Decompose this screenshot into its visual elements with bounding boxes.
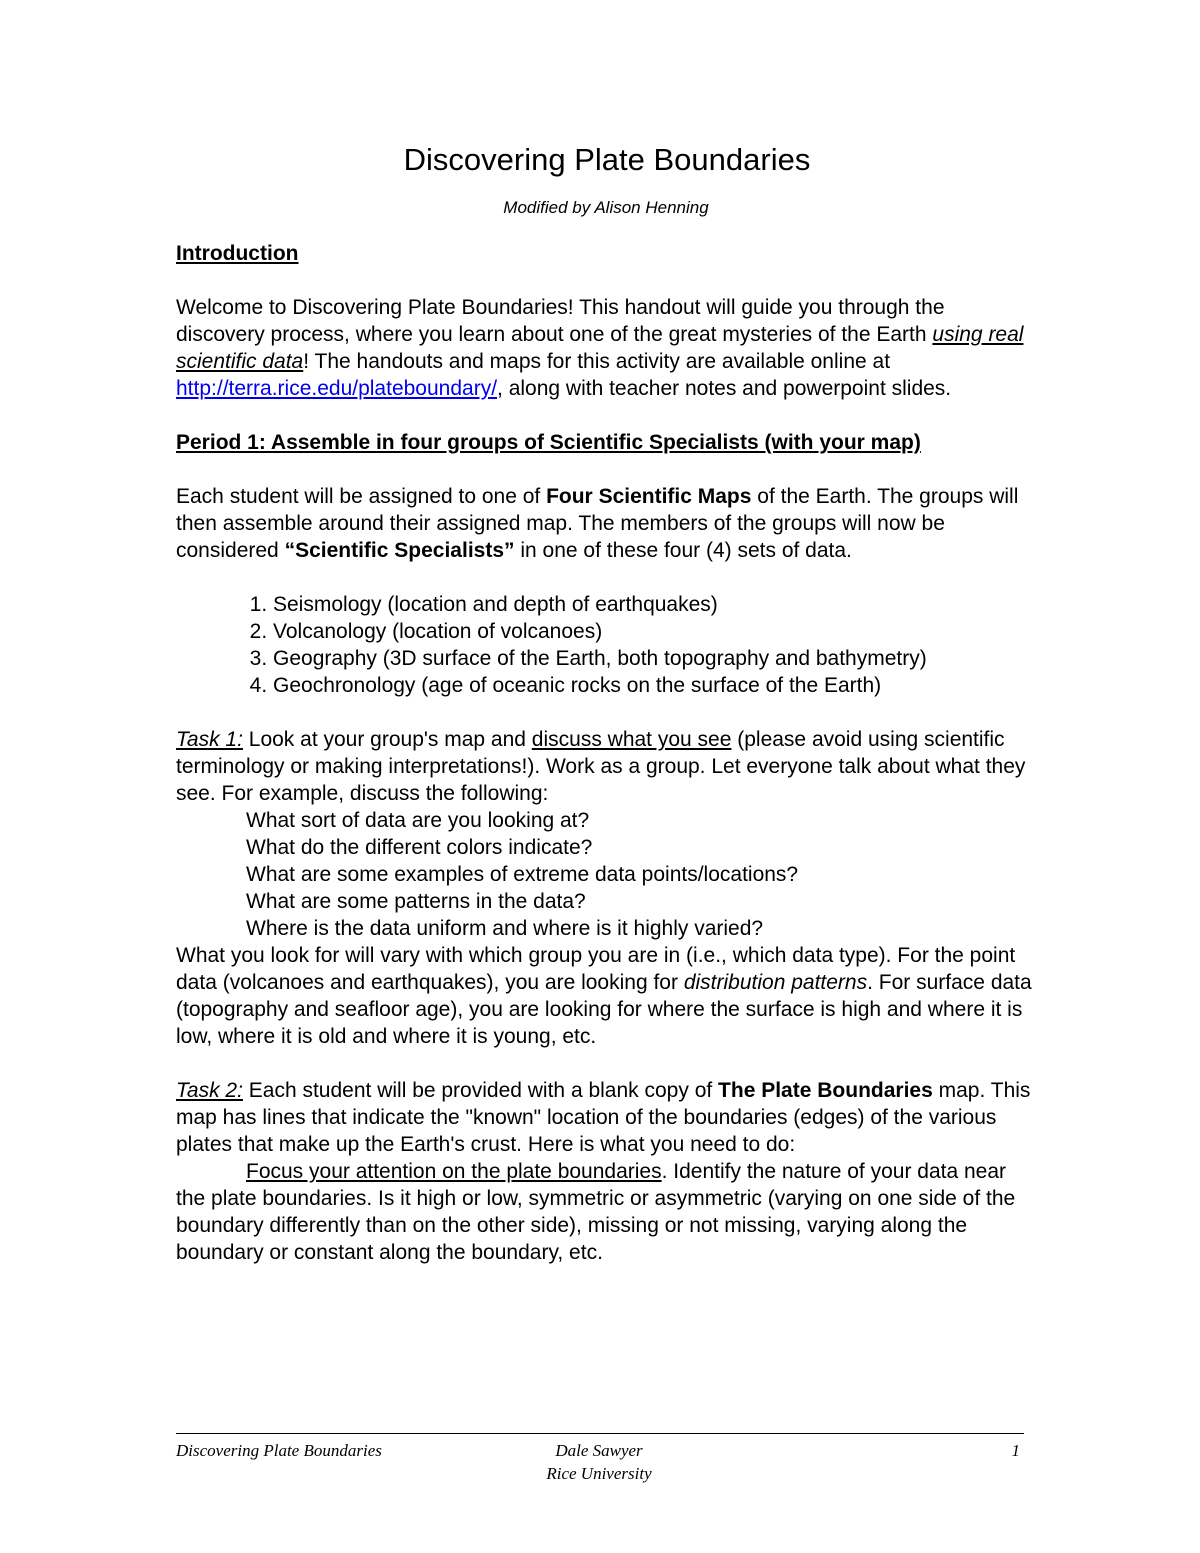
task1-question: What are some examples of extreme data points/locations?	[246, 863, 799, 886]
document-subtitle: Modified by Alison Henning	[503, 198, 709, 217]
dataset-item: 3. Geography (3D surface of the Earth, both topography and bathymetry)	[273, 645, 1036, 672]
footer-page-number: 1	[1011, 1441, 1020, 1460]
footer-title: Discovering Plate Boundaries	[176, 1441, 382, 1460]
plateboundary-link[interactable]: http://terra.rice.edu/plateboundary/	[176, 377, 498, 400]
dataset-list	[176, 591, 1036, 699]
task2-underlined: Focus your attention on the plate boundaries	[246, 1160, 662, 1183]
footer-author: Dale Sawyer	[555, 1441, 643, 1460]
task1-label: Task 1:	[176, 728, 243, 751]
dataset-item: 1. Seismology (location and depth of earthquakes)	[273, 591, 1036, 618]
document-body	[176, 138, 1036, 1266]
period1-paragraph	[176, 483, 1036, 564]
spacer	[176, 267, 1036, 294]
task2-paragraph	[176, 1077, 1036, 1158]
footer-institution: Rice University	[546, 1464, 652, 1483]
intro-emphasis: using real scientific data	[176, 323, 1024, 373]
dataset-item: 2. Volcanology (location of volcanoes)	[273, 618, 1036, 645]
task2-instruction	[176, 1158, 1036, 1266]
period1-bold-maps: Four Scientific Maps	[546, 485, 752, 508]
period1-text: in one of these four (4) sets of data.	[514, 539, 852, 562]
task1-text: . For surface data (topography and seafloor age), you are looking for where the surface is high and where it is low, where it is old and where it is young, etc.	[176, 971, 1032, 1048]
task1-question: Where is the data uniform and where is it highly varied?	[246, 917, 764, 940]
introduction-heading: Introduction	[176, 242, 299, 265]
task1-underlined: discuss what you see	[531, 728, 732, 751]
introduction-paragraph	[176, 294, 1036, 402]
period1-text: Each student will be assigned to one of	[176, 485, 547, 508]
task2-text: map. This map has lines that indicate the "known" location of the boundaries (edges) of the various plates that make up the Earth's crust. Here is what you need to do:	[176, 1079, 1031, 1156]
intro-text: ! The handouts and maps for this activity are available online at	[303, 350, 891, 373]
intro-text: Welcome to Discovering Plate Boundaries! This handout will guide you through the discovery process, where you learn about one of the great mysteries of the Earth	[176, 296, 945, 346]
period1-bold-specialists: “Scientific Specialists”	[284, 539, 515, 562]
task2-label: Task 2:	[176, 1079, 243, 1102]
task2-text: . Identify the nature of your data near the plate boundaries. Is it high or low, symmetric or asymmetric (varying on one side of the boundary differently than on the other side), missing or not missing, varying along the boundary or constant along the boundary, etc.	[176, 1160, 1016, 1264]
spacer	[176, 699, 1036, 726]
task1-italic: distribution patterns	[683, 971, 868, 994]
task1-question: What sort of data are you looking at?	[246, 809, 590, 832]
task2-text: Each student will be provided with a blank copy of	[242, 1079, 719, 1102]
period1-text: of the Earth. The groups will then assemble around their assigned map. The members of the groups will now be considered	[176, 485, 1019, 562]
task1-question: What do the different colors indicate?	[246, 836, 593, 859]
spacer	[176, 564, 1036, 591]
intro-text: , along with teacher notes and powerpoint slides.	[497, 377, 952, 400]
task1-followup	[176, 942, 1036, 1050]
document-title: Discovering Plate Boundaries	[403, 142, 811, 177]
task2-bold: The Plate Boundaries	[718, 1079, 933, 1102]
spacer	[176, 1050, 1036, 1077]
task1-paragraph	[176, 726, 1036, 807]
period1-heading: Period 1: Assemble in four groups of Scientific Specialists (with your map)	[176, 431, 921, 454]
task1-question: What are some patterns in the data?	[246, 890, 586, 913]
dataset-item: 4. Geochronology (age of oceanic rocks on the surface of the Earth)	[273, 672, 1036, 699]
task1-text: (please avoid using scientific terminology or making interpretations!). Work as a group. Let everyone talk about what they see. For example, discuss the following:	[176, 728, 1026, 805]
task1-text: What you look for will vary with which group you are in (i.e., which data type). For the point data (volcanoes and earthquakes), you are looking for	[176, 944, 1016, 994]
footer-author-block	[534, 1439, 664, 1485]
spacer	[176, 402, 1036, 429]
spacer	[176, 456, 1036, 483]
task1-text: Look at your group's map and	[242, 728, 532, 751]
page-footer	[176, 1433, 1024, 1483]
